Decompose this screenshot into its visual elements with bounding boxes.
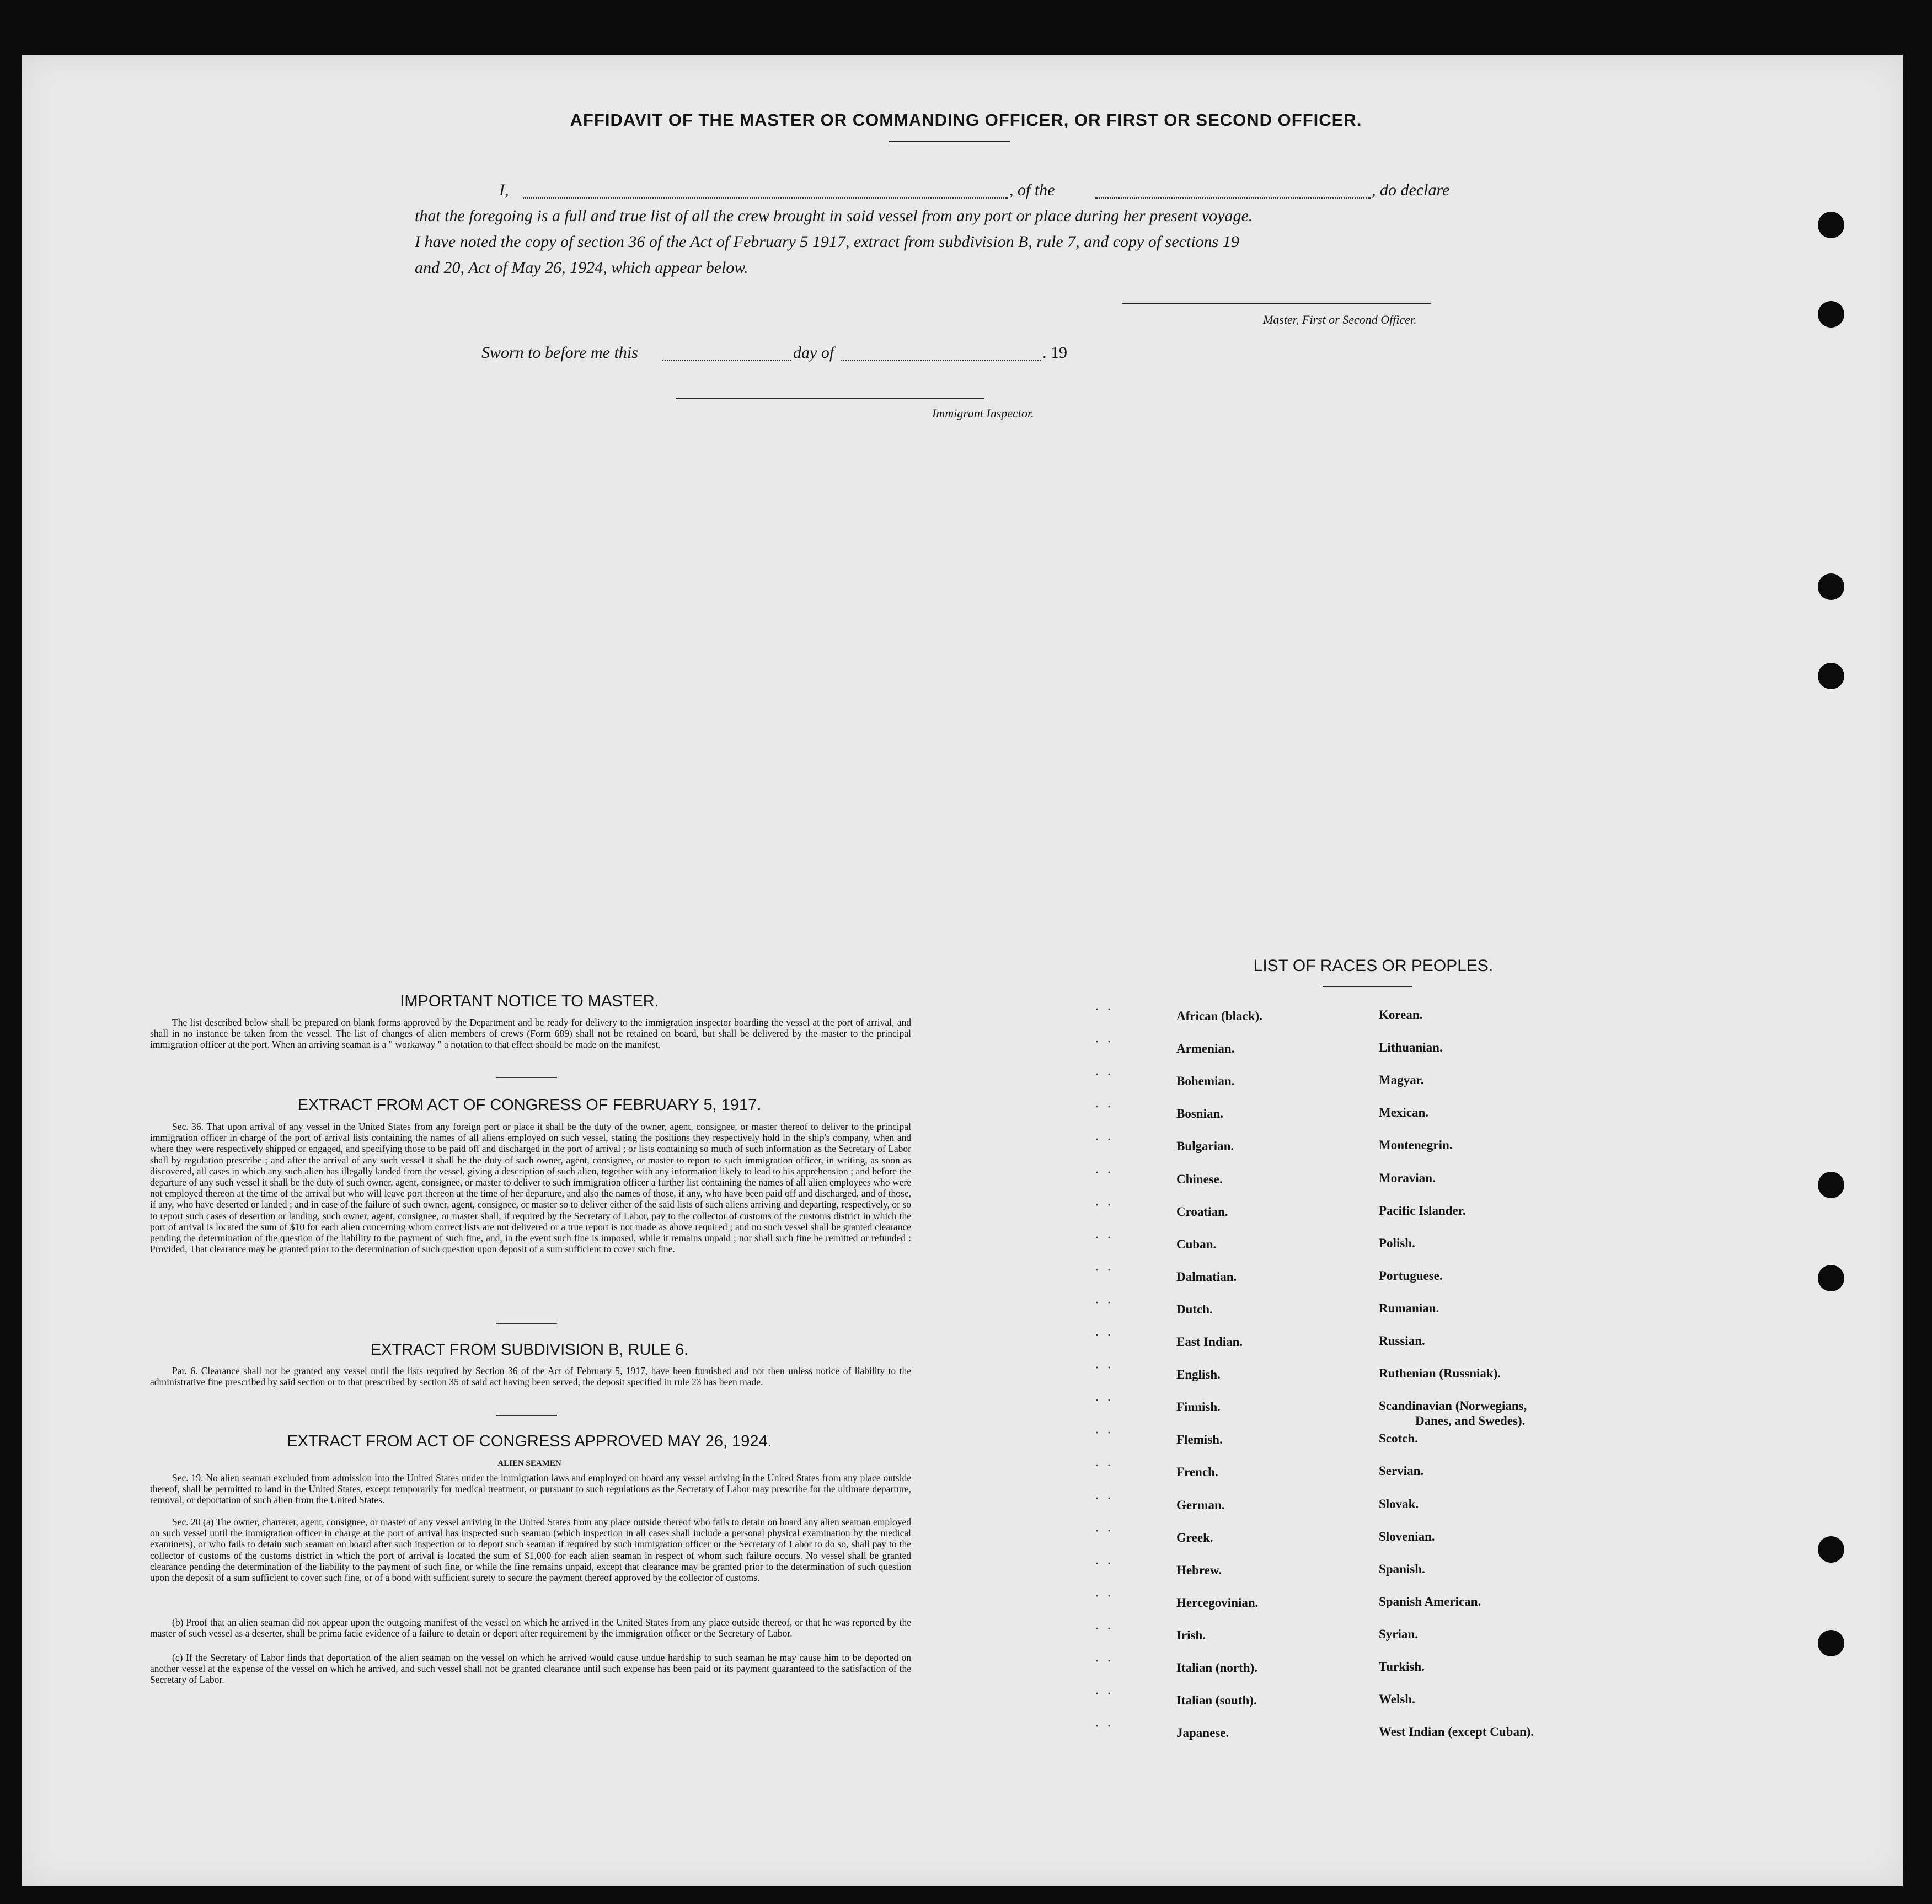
row-marker-dots: ·· xyxy=(1095,1491,1119,1506)
races-title: LIST OF RACES OR PEOPLES. xyxy=(1253,957,1494,975)
title-underline xyxy=(889,141,1010,142)
race-item: Spanish. xyxy=(1379,1562,1425,1576)
section-divider xyxy=(496,1323,557,1324)
race-item: Russian. xyxy=(1379,1334,1425,1348)
declaration-line: and 20, Act of May 26, 1924, which appear below. xyxy=(415,259,748,277)
row-marker-dots: ·· xyxy=(1095,1198,1119,1213)
year-label: . 19 xyxy=(1042,344,1067,362)
race-item: Irish. xyxy=(1176,1628,1206,1642)
race-item: Slovak. xyxy=(1379,1497,1419,1511)
race-item: Pacific Islander. xyxy=(1379,1203,1466,1218)
row-marker-dots: ·· xyxy=(1095,1100,1119,1115)
punch-hole xyxy=(1818,1172,1844,1198)
race-item: African (black). xyxy=(1176,1009,1262,1023)
section-divider xyxy=(496,1415,557,1416)
extract-1917-text: Sec. 36. That upon arrival of any vessel in the United States from any foreign port or place it shall be the duty of the owner, agent, consignee, or master thereof to deliver to the principal immigration officer in charge of the port of arrival lists containing the names of all aliens employed on such vessel, stating the positions they respectively hold in the ship's company, when and where they were respectively shipped or engaged, and specifying those to be paid off and discharged in the port of arrival ; or lists containing so much of such information as the Secretary of Labor shall by regulation prescribe ; and after the arrival of any such vessel it shall be the duty of such owner, agent, consignee, or master to report to such immigration officer, in writing, as soon as discovered, all cases in which any such alien has illegally landed from the vessel, giving a description of such alien, together with any information likely to lead to his apprehension ; and before the departure of any such vessel it shall be the duty of such owner, agent, consignee, or master to deliver to such immigration officer a further list containing the names of all alien employees who were not employed thereon at the time of the arrival but who will leave port thereon at the time of her departure, and also the names of those, if any, who have been paid off and discharged, and of those, if any, who have deserted or landed ; and in case of the failure of such owner, agent, consignee, or master so to deliver either of the said lists of such aliens arriving and departing, respectively, or so to report such cases of desertion or landing, such owner, agent, consignee, or master shall, if required by the Secretary of Labor, pay to the collector of customs of the customs district in which the port of arrival is located the sum of $10 for each alien concerning whom correct lists are not delivered or a true report is not made as above required ; and no such vessel shall be granted clearance pending the determination of the question of the liability to the payment of such fine, and, in the event such fine is imposed, while it remains unpaid ; nor shall such fine be remitted or refunded : Provided, That clearance may be granted prior to the determination of such question upon deposit of a sum sufficient to cover such fine. xyxy=(150,1121,911,1255)
notice-title: IMPORTANT NOTICE TO MASTER. xyxy=(400,993,659,1010)
declaration-line: I have noted the copy of section 36 of the Act of February 5 1917, extract from subdivision B, rule 7, and copy of sections 19 xyxy=(415,233,1239,251)
race-item: German. xyxy=(1176,1498,1225,1512)
punch-hole xyxy=(1818,1630,1844,1656)
document-page xyxy=(22,55,1903,1886)
sworn-day-field[interactable] xyxy=(662,360,791,361)
section-divider xyxy=(496,1077,557,1078)
row-marker-dots: ·· xyxy=(1095,1295,1119,1310)
race-item: East Indian. xyxy=(1176,1335,1243,1349)
race-item: Rumanian. xyxy=(1379,1301,1439,1315)
race-item: Hercegovinian. xyxy=(1176,1595,1259,1610)
row-marker-dots: ·· xyxy=(1095,1719,1119,1734)
race-item: Welsh. xyxy=(1379,1692,1415,1707)
sworn-prefix: Sworn to before me this xyxy=(481,344,638,362)
race-item: English. xyxy=(1176,1367,1221,1382)
row-marker-dots: ·· xyxy=(1095,1393,1119,1408)
row-marker-dots: ·· xyxy=(1095,1654,1119,1669)
alien-seamen-subtitle: ALIEN SEAMEN xyxy=(497,1459,561,1468)
row-marker-dots: ·· xyxy=(1095,1426,1119,1441)
punch-hole xyxy=(1818,1265,1844,1291)
race-item: Finnish. xyxy=(1176,1400,1221,1414)
row-marker-dots: ·· xyxy=(1095,1230,1119,1245)
race-item: French. xyxy=(1176,1465,1218,1479)
extract-1924-sec20a: Sec. 20 (a) The owner, charterer, agent, consignee, or master of any vessel arriving in the United States from any place outside thereof who fails to detain on board any alien seaman employed on such vessel until the immigration officer in charge at the port of arrival has inspected such seaman (which inspection in all cases shall include a personal physical examination by the medical examiners), or who fails to detain such seaman on board after such inspection or to deport such seaman if required by such immigration officer or the Secretary of Labor to do so, shall pay to the collector of customs of the customs district in which the port of arrival is located the sum of $1,000 for each alien seaman in respect of whom such failure occurs. No vessel shall be granted clearance pending the determination of the liability to the payment of such fine, or while the fine remains unpaid, except that clearance may be granted prior to the determination of such question upon the deposit of a sum sufficient to cover such fine, or of a bond with sufficient surety to secure the payment thereof approved by the collector of customs. xyxy=(150,1516,911,1584)
row-marker-dots: ·· xyxy=(1095,1687,1119,1702)
race-item: Magyar. xyxy=(1379,1073,1424,1087)
row-marker-dots: ·· xyxy=(1095,1458,1119,1473)
race-item: Italian (south). xyxy=(1176,1693,1257,1708)
declarant-prefix: I, xyxy=(499,181,509,199)
inspector-signature-label: Immigrant Inspector. xyxy=(932,406,1034,420)
vessel-name-field[interactable] xyxy=(1095,197,1371,199)
extract-1924-sec20c: (c) If the Secretary of Labor finds that deportation of the alien seaman on the vessel on which he arrived would cause undue hardship to such seaman he may cause him to be deported on another vessel at the expense of the vessel on which he arrived, and such vessel shall not be granted clearance until such expense has been paid or its payment guaranteed to the satisfaction of the Secretary of Labor. xyxy=(150,1652,911,1686)
row-marker-dots: ·· xyxy=(1095,1035,1119,1050)
row-marker-dots: ·· xyxy=(1095,1165,1119,1180)
race-item: Bulgarian. xyxy=(1176,1139,1234,1154)
race-item: Scandinavian (Norwegians, xyxy=(1379,1399,1527,1413)
extract-1924-sec20b: (b) Proof that an alien seaman did not appear upon the outgoing manifest of the vessel on which he arrived in the United States from any place outside thereof, or that he was reported by the master of such vessel as a deserter, shall be prima facie evidence of a failure to detain or deport after requirement by the immigration officer or the Secretary of Labor. xyxy=(150,1617,911,1639)
race-item: Dutch. xyxy=(1176,1302,1213,1316)
race-item: Flemish. xyxy=(1176,1433,1223,1447)
race-item: Armenian. xyxy=(1176,1042,1235,1056)
declarant-name-field[interactable] xyxy=(523,197,1008,199)
race-item: Turkish. xyxy=(1379,1660,1425,1674)
race-item: Slovenian. xyxy=(1379,1529,1435,1543)
row-marker-dots: ·· xyxy=(1095,1328,1119,1343)
of-the-label: , of the xyxy=(1009,181,1055,199)
race-item: Chinese. xyxy=(1176,1172,1223,1186)
row-marker-dots: ·· xyxy=(1095,1263,1119,1278)
race-item: Moravian. xyxy=(1379,1171,1436,1185)
row-marker-dots: ·· xyxy=(1095,1361,1119,1376)
race-item: Japanese. xyxy=(1176,1726,1229,1740)
races-title-underline xyxy=(1323,986,1412,987)
extract-1924-sec19: Sec. 19. No alien seaman excluded from admission into the United States under the immigration laws and employed on board any vessel arriving in the United States from any place outside thereof, shall be permitted to land in the United States, except temporarily for medical treatment, or pursuant to such regulations as the Secretary of Labor may prescribe for the ultimate departure, removal, or deportation of such alien from the United States. xyxy=(150,1472,911,1506)
day-of-label: day of xyxy=(793,344,834,362)
race-item: Dalmatian. xyxy=(1176,1269,1237,1284)
race-item: Syrian. xyxy=(1379,1627,1418,1641)
extract-rule6-text: Par. 6. Clearance shall not be granted any vessel until the lists required by Section 36 of the Act of February 5, 1917, have been furnished and not then unless notice of liability to the administrative fine prescribed by said section or to that prescribed by section 35 of said act having been served, the deposit specified in rule 23 has been made. xyxy=(150,1365,911,1388)
row-marker-dots: ·· xyxy=(1095,1524,1119,1538)
affidavit-title: AFFIDAVIT OF THE MASTER OR COMMANDING OFFICER, OR FIRST OR SECOND OFFICER. xyxy=(570,110,1362,130)
punch-hole xyxy=(1818,573,1844,600)
extract-1924-title: EXTRACT FROM ACT OF CONGRESS APPROVED MAY 26, 1924. xyxy=(287,1433,772,1450)
race-item: Mexican. xyxy=(1379,1106,1429,1120)
race-item: Greek. xyxy=(1176,1530,1213,1544)
punch-hole xyxy=(1818,212,1844,238)
extract-rule6-title: EXTRACT FROM SUBDIVISION B, RULE 6. xyxy=(370,1341,689,1359)
punch-hole xyxy=(1818,663,1844,689)
row-marker-dots: ·· xyxy=(1095,1621,1119,1636)
race-item: Bosnian. xyxy=(1176,1107,1224,1121)
declaration-line: that the foregoing is a full and true list of all the crew brought in said vessel from any port or place during her present voyage. xyxy=(415,207,1253,225)
sworn-month-field[interactable] xyxy=(841,360,1041,361)
row-marker-dots: ·· xyxy=(1095,1133,1119,1147)
race-item: Servian. xyxy=(1379,1464,1424,1478)
punch-hole xyxy=(1818,301,1844,328)
race-item: Montenegrin. xyxy=(1379,1138,1453,1152)
race-item: Bohemian. xyxy=(1176,1074,1235,1088)
race-item: Portuguese. xyxy=(1379,1268,1443,1283)
extract-1917-title: EXTRACT FROM ACT OF CONGRESS OF FEBRUARY 5, 1917. xyxy=(297,1096,762,1114)
race-item: Hebrew. xyxy=(1176,1563,1222,1577)
race-item: Ruthenian (Russniak). xyxy=(1379,1366,1501,1381)
declare-label: , do declare xyxy=(1372,181,1450,199)
race-item: Polish. xyxy=(1379,1236,1415,1250)
row-marker-dots: ·· xyxy=(1095,1068,1119,1082)
race-item: Scotch. xyxy=(1379,1431,1418,1446)
race-item: Italian (north). xyxy=(1176,1661,1257,1675)
row-marker-dots: ·· xyxy=(1095,1589,1119,1603)
race-item: Korean. xyxy=(1379,1008,1423,1022)
race-item: Spanish American. xyxy=(1379,1594,1481,1608)
race-item: West Indian (except Cuban). xyxy=(1379,1725,1534,1739)
race-item: Cuban. xyxy=(1176,1237,1217,1251)
row-marker-dots: ·· xyxy=(1095,1556,1119,1571)
officer-signature-line[interactable] xyxy=(1122,303,1431,304)
inspector-signature-line[interactable] xyxy=(676,398,984,399)
row-marker-dots: ·· xyxy=(1095,1002,1119,1017)
officer-signature-label: Master, First or Second Officer. xyxy=(1263,313,1417,326)
race-item-continuation: Danes, and Swedes). xyxy=(1415,1414,1526,1428)
race-item: Croatian. xyxy=(1176,1204,1228,1219)
race-item: Lithuanian. xyxy=(1379,1041,1443,1055)
notice-text: The list described below shall be prepared on blank forms approved by the Department and be ready for delivery to the immigration inspector boarding the vessel at the port of arrival, and shall in no instance be taken from the vessel. The list of changes of alien members of crews (Form 689) shall not be retained on board, but shall be delivered by the master to the principal immigration officer at the port. When an arriving seaman is a " workaway " a notation to that effect should be made on the manifest. xyxy=(150,1017,911,1050)
punch-hole xyxy=(1818,1536,1844,1563)
